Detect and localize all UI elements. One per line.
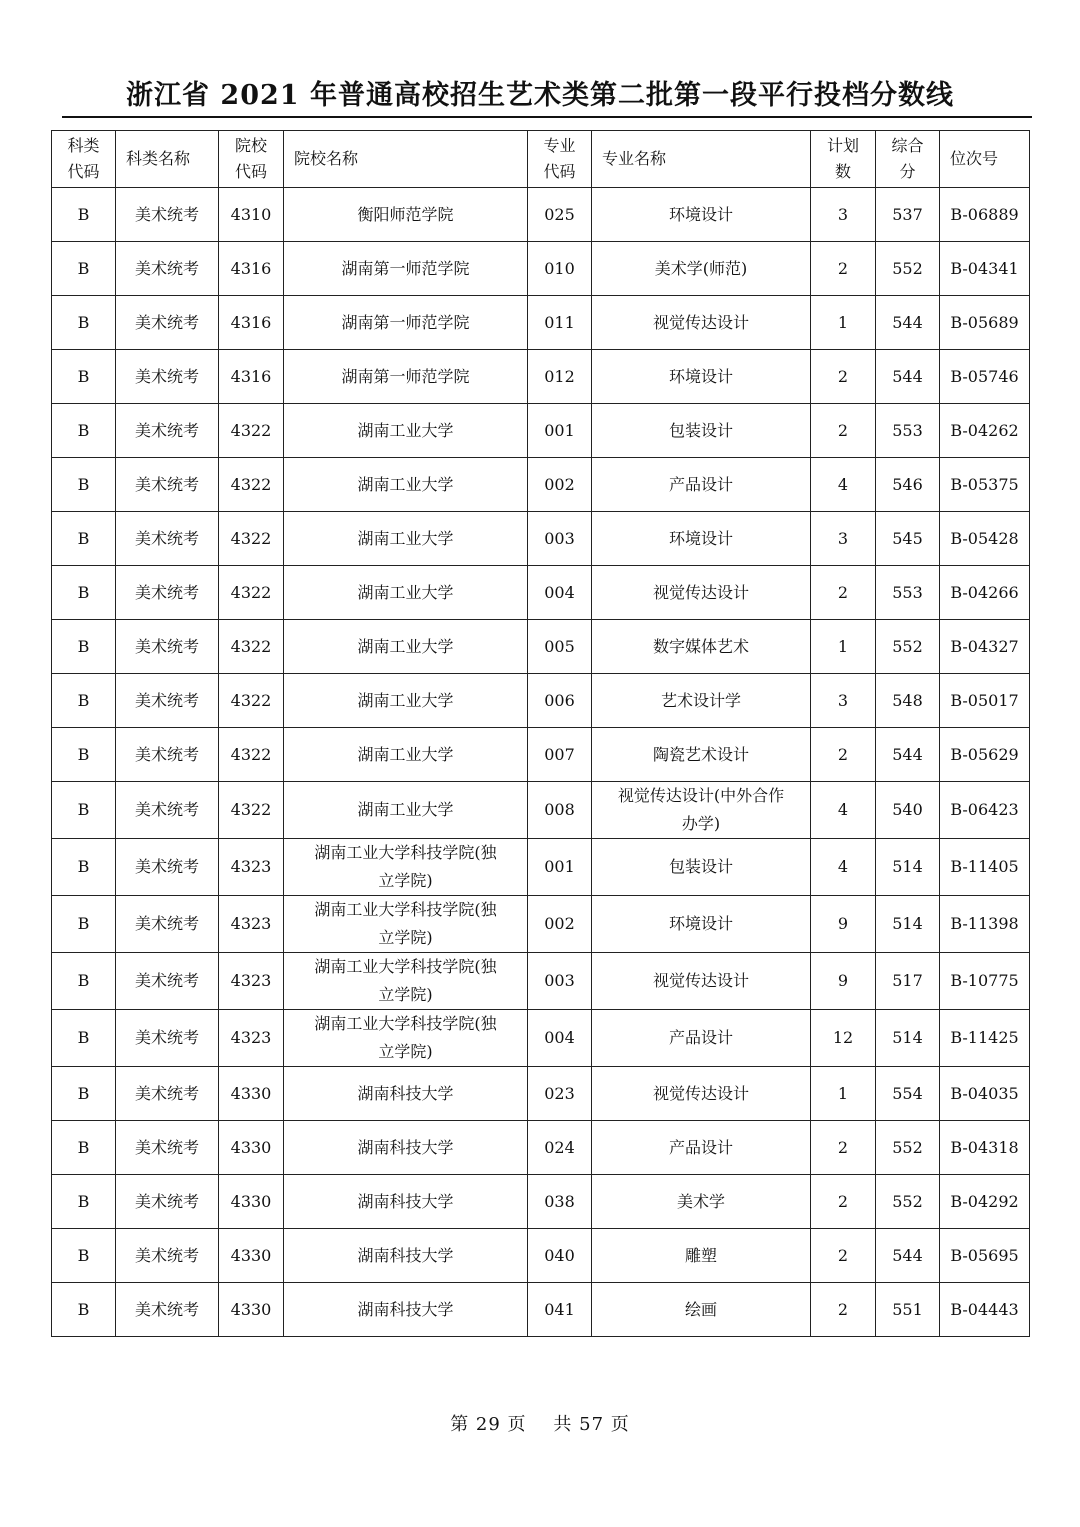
subject-name-cell: 美术统考 bbox=[116, 296, 219, 350]
school-code-cell: 4330 bbox=[219, 1229, 284, 1283]
major-code-cell: 001 bbox=[528, 404, 592, 458]
subject-code-cell: B bbox=[52, 188, 116, 242]
rank-header: 位次号 bbox=[940, 131, 1030, 188]
plan-count-cell: 4 bbox=[811, 782, 876, 839]
major-name-cell: 产品设计 bbox=[592, 1010, 811, 1067]
school-code-cell: 4316 bbox=[219, 242, 284, 296]
composite-score-cell: 544 bbox=[876, 728, 940, 782]
major-name-cell: 产品设计 bbox=[592, 1121, 811, 1175]
rank-number-cell: B-05428 bbox=[940, 512, 1030, 566]
subject-code-cell: B bbox=[52, 1067, 116, 1121]
school-code-cell: 4330 bbox=[219, 1121, 284, 1175]
plan-count-cell: 2 bbox=[811, 1229, 876, 1283]
subject-name-cell: 美术统考 bbox=[116, 404, 219, 458]
school-code-cell: 4316 bbox=[219, 296, 284, 350]
major-name-cell: 美术学 bbox=[592, 1175, 811, 1229]
school-code-cell: 4310 bbox=[219, 188, 284, 242]
subject-name-cell: 美术统考 bbox=[116, 896, 219, 953]
subject-code-header: 科类 代码 bbox=[52, 131, 116, 188]
major-name-cell: 绘画 bbox=[592, 1283, 811, 1337]
major-code-cell: 003 bbox=[528, 953, 592, 1010]
rank-number-cell: B-04266 bbox=[940, 566, 1030, 620]
subject-name-cell: 美术统考 bbox=[116, 188, 219, 242]
composite-score-cell: 553 bbox=[876, 404, 940, 458]
school-name-cell: 湖南工业大学科技学院(独 立学院) bbox=[284, 839, 528, 896]
rank-number-cell: B-05746 bbox=[940, 350, 1030, 404]
table-row bbox=[52, 620, 1030, 674]
major-code-cell: 006 bbox=[528, 674, 592, 728]
plan-count-cell: 2 bbox=[811, 566, 876, 620]
subject-code-cell: B bbox=[52, 1010, 116, 1067]
composite-score-cell: 540 bbox=[876, 782, 940, 839]
rank-number-cell: B-11425 bbox=[940, 1010, 1030, 1067]
table-row bbox=[52, 296, 1030, 350]
composite-score-cell: 552 bbox=[876, 1121, 940, 1175]
major-name-cell: 视觉传达设计(中外合作 办学) bbox=[592, 782, 811, 839]
composite-score-cell: 548 bbox=[876, 674, 940, 728]
major-name-cell: 产品设计 bbox=[592, 458, 811, 512]
rank-number-cell: B-11405 bbox=[940, 839, 1030, 896]
major-code-cell: 023 bbox=[528, 1067, 592, 1121]
major-code-cell: 011 bbox=[528, 296, 592, 350]
composite-score-cell: 546 bbox=[876, 458, 940, 512]
school-name-cell: 湖南科技大学 bbox=[284, 1067, 528, 1121]
plan-count-cell: 12 bbox=[811, 1010, 876, 1067]
subject-name-cell: 美术统考 bbox=[116, 512, 219, 566]
table-row bbox=[52, 458, 1030, 512]
composite-score-cell: 552 bbox=[876, 620, 940, 674]
major-name-cell: 包装设计 bbox=[592, 839, 811, 896]
subject-code-cell: B bbox=[52, 458, 116, 512]
table-row bbox=[52, 566, 1030, 620]
composite-score-cell: 514 bbox=[876, 896, 940, 953]
major-code-cell: 040 bbox=[528, 1229, 592, 1283]
composite-score-cell: 554 bbox=[876, 1067, 940, 1121]
composite-score-cell: 514 bbox=[876, 1010, 940, 1067]
school-code-cell: 4330 bbox=[219, 1175, 284, 1229]
table-row bbox=[52, 1010, 1030, 1067]
composite-score-cell: 544 bbox=[876, 296, 940, 350]
plan-count-cell: 1 bbox=[811, 620, 876, 674]
school-name-cell: 湖南工业大学 bbox=[284, 458, 528, 512]
subject-code-cell: B bbox=[52, 1283, 116, 1337]
rank-number-cell: B-05695 bbox=[940, 1229, 1030, 1283]
plan-count-cell: 4 bbox=[811, 458, 876, 512]
table-row bbox=[52, 782, 1030, 839]
subject-name-cell: 美术统考 bbox=[116, 1067, 219, 1121]
school-code-cell: 4316 bbox=[219, 350, 284, 404]
major-code-cell: 010 bbox=[528, 242, 592, 296]
table-row bbox=[52, 404, 1030, 458]
major-code-cell: 024 bbox=[528, 1121, 592, 1175]
subject-name-cell: 美术统考 bbox=[116, 1283, 219, 1337]
major-name-cell: 雕塑 bbox=[592, 1229, 811, 1283]
subject-code-cell: B bbox=[52, 566, 116, 620]
school-code-cell: 4330 bbox=[219, 1067, 284, 1121]
admission-score-table bbox=[51, 130, 1030, 1337]
plan-count-cell: 1 bbox=[811, 1067, 876, 1121]
school-code-cell: 4322 bbox=[219, 566, 284, 620]
school-name-cell: 湖南科技大学 bbox=[284, 1121, 528, 1175]
plan-count-cell: 9 bbox=[811, 896, 876, 953]
rank-number-cell: B-05017 bbox=[940, 674, 1030, 728]
header-row bbox=[52, 131, 1030, 188]
subject-code-cell: B bbox=[52, 1229, 116, 1283]
score-header: 综合 分 bbox=[876, 131, 940, 188]
subject-name-cell: 美术统考 bbox=[116, 566, 219, 620]
school-name-cell: 湖南工业大学科技学院(独 立学院) bbox=[284, 1010, 528, 1067]
major-name-cell: 视觉传达设计 bbox=[592, 1067, 811, 1121]
table-row bbox=[52, 188, 1030, 242]
plan-count-cell: 2 bbox=[811, 1283, 876, 1337]
school-name-cell: 湖南工业大学 bbox=[284, 674, 528, 728]
major-code-cell: 003 bbox=[528, 512, 592, 566]
composite-score-cell: 537 bbox=[876, 188, 940, 242]
plan-count-cell: 2 bbox=[811, 1175, 876, 1229]
subject-name-cell: 美术统考 bbox=[116, 350, 219, 404]
major-code-cell: 002 bbox=[528, 458, 592, 512]
subject-code-cell: B bbox=[52, 896, 116, 953]
major-name-cell: 环境设计 bbox=[592, 896, 811, 953]
rank-number-cell: B-04443 bbox=[940, 1283, 1030, 1337]
composite-score-cell: 544 bbox=[876, 1229, 940, 1283]
subject-name-cell: 美术统考 bbox=[116, 620, 219, 674]
school-code-cell: 4323 bbox=[219, 896, 284, 953]
school-name-cell: 湖南工业大学 bbox=[284, 782, 528, 839]
rank-number-cell: B-04327 bbox=[940, 620, 1030, 674]
school-name-cell: 湖南科技大学 bbox=[284, 1175, 528, 1229]
table-row bbox=[52, 1229, 1030, 1283]
school-code-cell: 4330 bbox=[219, 1283, 284, 1337]
major-code-cell: 041 bbox=[528, 1283, 592, 1337]
major-code-cell: 038 bbox=[528, 1175, 592, 1229]
school-name-cell: 湖南科技大学 bbox=[284, 1229, 528, 1283]
rank-number-cell: B-05629 bbox=[940, 728, 1030, 782]
school-code-cell: 4322 bbox=[219, 512, 284, 566]
subject-code-cell: B bbox=[52, 350, 116, 404]
table-row bbox=[52, 350, 1030, 404]
subject-code-cell: B bbox=[52, 728, 116, 782]
table-row bbox=[52, 512, 1030, 566]
rank-number-cell: B-04292 bbox=[940, 1175, 1030, 1229]
school-name-cell: 湖南工业大学 bbox=[284, 512, 528, 566]
rank-number-cell: B-04262 bbox=[940, 404, 1030, 458]
table-body bbox=[52, 188, 1030, 1337]
page-title: 浙江省 2021 年普通高校招生艺术类第二批第一段平行投档分数线 bbox=[126, 80, 954, 111]
school-name-cell: 湖南第一师范学院 bbox=[284, 296, 528, 350]
rank-number-cell: B-06889 bbox=[940, 188, 1030, 242]
school-code-header: 院校 代码 bbox=[219, 131, 284, 188]
rank-number-cell: B-05375 bbox=[940, 458, 1030, 512]
school-code-cell: 4322 bbox=[219, 728, 284, 782]
composite-score-cell: 552 bbox=[876, 242, 940, 296]
major-name-cell: 包装设计 bbox=[592, 404, 811, 458]
subject-name-header: 科类名称 bbox=[116, 131, 219, 188]
title-divider bbox=[62, 116, 1032, 118]
major-name-cell: 数字媒体艺术 bbox=[592, 620, 811, 674]
subject-name-cell: 美术统考 bbox=[116, 1229, 219, 1283]
plan-count-header: 计划 数 bbox=[811, 131, 876, 188]
school-name-cell: 湖南工业大学 bbox=[284, 566, 528, 620]
table-row bbox=[52, 728, 1030, 782]
plan-count-cell: 2 bbox=[811, 728, 876, 782]
page-footer: 第 29 页 共 57 页 bbox=[450, 1414, 630, 1435]
major-name-cell: 陶瓷艺术设计 bbox=[592, 728, 811, 782]
major-name-cell: 环境设计 bbox=[592, 188, 811, 242]
school-name-cell: 湖南工业大学 bbox=[284, 728, 528, 782]
major-name-cell: 环境设计 bbox=[592, 350, 811, 404]
subject-name-cell: 美术统考 bbox=[116, 953, 219, 1010]
subject-code-cell: B bbox=[52, 404, 116, 458]
table-row bbox=[52, 1121, 1030, 1175]
rank-number-cell: B-05689 bbox=[940, 296, 1030, 350]
plan-count-cell: 2 bbox=[811, 404, 876, 458]
plan-count-cell: 3 bbox=[811, 188, 876, 242]
school-code-cell: 4322 bbox=[219, 404, 284, 458]
school-name-cell: 湖南工业大学科技学院(独 立学院) bbox=[284, 896, 528, 953]
school-code-cell: 4322 bbox=[219, 674, 284, 728]
subject-name-cell: 美术统考 bbox=[116, 458, 219, 512]
subject-name-cell: 美术统考 bbox=[116, 674, 219, 728]
subject-name-cell: 美术统考 bbox=[116, 1121, 219, 1175]
subject-code-cell: B bbox=[52, 512, 116, 566]
school-name-cell: 湖南工业大学 bbox=[284, 620, 528, 674]
subject-code-cell: B bbox=[52, 839, 116, 896]
subject-code-cell: B bbox=[52, 620, 116, 674]
plan-count-cell: 3 bbox=[811, 674, 876, 728]
school-name-cell: 湖南工业大学 bbox=[284, 404, 528, 458]
school-code-cell: 4323 bbox=[219, 953, 284, 1010]
subject-code-cell: B bbox=[52, 1175, 116, 1229]
school-name-cell: 湖南科技大学 bbox=[284, 1283, 528, 1337]
subject-code-cell: B bbox=[52, 674, 116, 728]
rank-number-cell: B-10775 bbox=[940, 953, 1030, 1010]
major-code-cell: 008 bbox=[528, 782, 592, 839]
subject-code-cell: B bbox=[52, 1121, 116, 1175]
table-header bbox=[52, 131, 1030, 188]
composite-score-cell: 544 bbox=[876, 350, 940, 404]
school-name-cell: 衡阳师范学院 bbox=[284, 188, 528, 242]
plan-count-cell: 4 bbox=[811, 839, 876, 896]
major-name-cell: 视觉传达设计 bbox=[592, 296, 811, 350]
major-name-header: 专业名称 bbox=[592, 131, 811, 188]
rank-number-cell: B-04341 bbox=[940, 242, 1030, 296]
major-name-cell: 美术学(师范) bbox=[592, 242, 811, 296]
major-name-cell: 视觉传达设计 bbox=[592, 953, 811, 1010]
subject-code-cell: B bbox=[52, 782, 116, 839]
plan-count-cell: 2 bbox=[811, 350, 876, 404]
subject-name-cell: 美术统考 bbox=[116, 728, 219, 782]
rank-number-cell: B-04318 bbox=[940, 1121, 1030, 1175]
composite-score-cell: 551 bbox=[876, 1283, 940, 1337]
table-row bbox=[52, 953, 1030, 1010]
table-row bbox=[52, 1283, 1030, 1337]
major-code-header: 专业 代码 bbox=[528, 131, 592, 188]
major-code-cell: 004 bbox=[528, 566, 592, 620]
major-name-cell: 视觉传达设计 bbox=[592, 566, 811, 620]
major-code-cell: 012 bbox=[528, 350, 592, 404]
table-row bbox=[52, 1067, 1030, 1121]
major-name-cell: 环境设计 bbox=[592, 512, 811, 566]
school-code-cell: 4323 bbox=[219, 839, 284, 896]
rank-number-cell: B-11398 bbox=[940, 896, 1030, 953]
composite-score-cell: 517 bbox=[876, 953, 940, 1010]
plan-count-cell: 1 bbox=[811, 296, 876, 350]
subject-code-cell: B bbox=[52, 953, 116, 1010]
school-code-cell: 4322 bbox=[219, 458, 284, 512]
school-code-cell: 4323 bbox=[219, 1010, 284, 1067]
major-code-cell: 007 bbox=[528, 728, 592, 782]
rank-number-cell: B-06423 bbox=[940, 782, 1030, 839]
composite-score-cell: 552 bbox=[876, 1175, 940, 1229]
school-name-cell: 湖南第一师范学院 bbox=[284, 242, 528, 296]
major-code-cell: 002 bbox=[528, 896, 592, 953]
rank-number-cell: B-04035 bbox=[940, 1067, 1030, 1121]
school-code-cell: 4322 bbox=[219, 620, 284, 674]
plan-count-cell: 2 bbox=[811, 1121, 876, 1175]
subject-name-cell: 美术统考 bbox=[116, 839, 219, 896]
plan-count-cell: 2 bbox=[811, 242, 876, 296]
school-name-cell: 湖南工业大学科技学院(独 立学院) bbox=[284, 953, 528, 1010]
subject-name-cell: 美术统考 bbox=[116, 782, 219, 839]
table-row bbox=[52, 896, 1030, 953]
subject-code-cell: B bbox=[52, 242, 116, 296]
school-code-cell: 4322 bbox=[219, 782, 284, 839]
school-name-header: 院校名称 bbox=[284, 131, 528, 188]
table-row bbox=[52, 839, 1030, 896]
major-code-cell: 025 bbox=[528, 188, 592, 242]
school-name-cell: 湖南第一师范学院 bbox=[284, 350, 528, 404]
major-code-cell: 001 bbox=[528, 839, 592, 896]
plan-count-cell: 9 bbox=[811, 953, 876, 1010]
plan-count-cell: 3 bbox=[811, 512, 876, 566]
composite-score-cell: 545 bbox=[876, 512, 940, 566]
composite-score-cell: 514 bbox=[876, 839, 940, 896]
subject-name-cell: 美术统考 bbox=[116, 1010, 219, 1067]
major-code-cell: 004 bbox=[528, 1010, 592, 1067]
table-row bbox=[52, 242, 1030, 296]
major-name-cell: 艺术设计学 bbox=[592, 674, 811, 728]
composite-score-cell: 553 bbox=[876, 566, 940, 620]
subject-name-cell: 美术统考 bbox=[116, 242, 219, 296]
subject-name-cell: 美术统考 bbox=[116, 1175, 219, 1229]
subject-code-cell: B bbox=[52, 296, 116, 350]
major-code-cell: 005 bbox=[528, 620, 592, 674]
table-row bbox=[52, 674, 1030, 728]
table-row bbox=[52, 1175, 1030, 1229]
